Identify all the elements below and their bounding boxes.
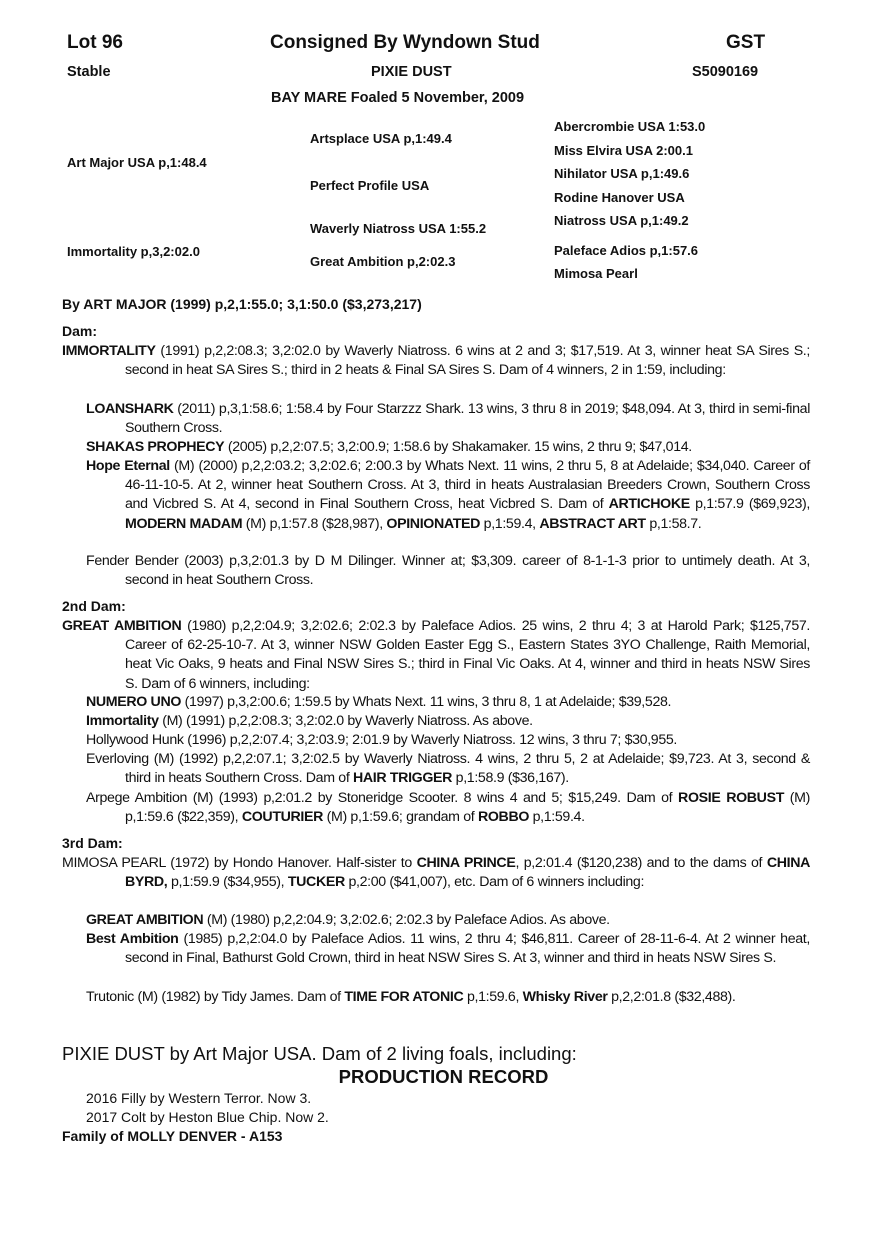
progeny-entry <box>86 400 810 438</box>
section-title-dam: Dam: <box>62 323 98 339</box>
offspring-text: p,2,2:01.8 ($32,488). <box>607 989 736 1005</box>
horse-description: BAY MARE Foaled 5 November, 2009 <box>271 90 525 106</box>
offspring-name: ARTICHOKE <box>608 496 690 513</box>
progeny-text: (M) (1980) p,2,2:04.9; 3,2:02.6; 2:02.3 by Paleface Adios. As above. <box>203 912 610 928</box>
dam-paragraph <box>62 854 810 892</box>
progeny-text: Fender Bender (2003) p,3,2:01.3 by D M Dilinger. Winner at; $3,309. career of 8-1-1-3 prior to untimely death. At 3, second in heat Southern Cross. <box>86 553 810 589</box>
relative-text: p,1:59.9 ($34,955), <box>167 874 288 891</box>
progeny-name: SHAKAS PROPHECY <box>86 439 225 455</box>
production-record-title: PRODUCTION RECORD <box>338 1066 549 1087</box>
progeny-entry <box>86 552 810 590</box>
sale-code: GST <box>726 32 766 53</box>
progeny-entry <box>86 438 810 457</box>
progeny-name: Immortality <box>86 713 159 729</box>
progeny-entry <box>86 457 810 534</box>
offspring-text: p,1:59.6, <box>463 989 523 1005</box>
offspring-name: OPINIONATED <box>386 515 481 532</box>
offspring-text: (M) p,1:59.6 ($22,359), <box>125 790 810 826</box>
pedigree-sire-sire: Artsplace USA p,1:49.4 <box>310 131 452 146</box>
progeny-text: (2011) p,3,1:58.6; 1:58.4 by Four Starzzz Shark. 13 wins, 3 thru 8 in 2019; $48,094. At 3, third in semi-final Southern Cross. <box>125 401 810 437</box>
horse-name: PIXIE DUST <box>371 64 452 80</box>
relative-name: CHINA PRINCE <box>416 855 516 871</box>
pedigree-gen3-entry: Rodine Hanover USA <box>554 190 685 205</box>
pedigree-gen3-entry: Niatross USA p,1:49.2 <box>554 213 689 228</box>
dam-name: GREAT AMBITION <box>62 618 182 634</box>
consignor: Consigned By Wyndown Stud <box>270 32 540 53</box>
dam-paragraph <box>62 342 810 380</box>
dam-name: IMMORTALITY <box>62 343 156 359</box>
progeny-entry <box>86 930 810 968</box>
foal-entry: 2017 Colt by Heston Blue Chip. Now 2. <box>86 1109 329 1125</box>
dam-text: MIMOSA PEARL (1972) by Hondo Hanover. Half-sister to <box>62 855 417 871</box>
foal-entry: 2016 Filly by Western Terror. Now 3. <box>86 1090 312 1106</box>
progeny-entry <box>86 712 810 731</box>
pedigree-sire: Art Major USA p,1:48.4 <box>67 155 207 170</box>
progeny-text: Arpege Ambition (M) (1993) p,2:01.2 by Stoneridge Scooter. 8 wins 4 and 5; $15,249. Dam of <box>86 790 679 806</box>
offspring-name: Whisky River <box>522 989 608 1005</box>
lot-number: Lot 96 <box>67 32 123 53</box>
offspring-name: ABSTRACT ART <box>539 515 646 532</box>
pedigree-gen3-entry: Mimosa Pearl <box>554 266 638 281</box>
offspring-name: TIME FOR ATONIC <box>344 989 464 1005</box>
progeny-text: (2005) p,2,2:07.5; 3,2:00.9; 1:58.6 by Shakamaker. 15 wins, 2 thru 9; $47,014. <box>224 439 692 455</box>
pedigree-dam-dam: Great Ambition p,2:02.3 <box>310 254 456 269</box>
section-title-3rd-dam: 3rd Dam: <box>62 835 123 851</box>
dam-text: (1980) p,2,2:04.9; 3,2:02.6; 2:02.3 by Paleface Adios. 25 wins, 2 thru 4; 3 at Harold Park; $125,757. Career of 62-25-10-7. At 3, winner NSW Golden Easter Egg S., Eastern States 3YO Challenge, Raith Memorial, heat Vic Oaks, 9 heats and Final NSW Sires S.; third in Final Vic Oaks. At 4, winner and third in heats NSW Sires S. Dam of 6 winners, including: <box>125 618 811 692</box>
progeny-entry <box>86 731 810 750</box>
progeny-entry <box>86 988 810 1007</box>
progeny-entry <box>86 693 810 712</box>
location: Stable <box>67 64 111 80</box>
offspring-text: (M) p,1:57.8 ($28,987), <box>242 515 387 532</box>
offspring-name: HAIR TRIGGER <box>353 770 453 787</box>
progeny-text: Everloving (M) (1992) p,2,2:07.1; 3,2:02.5 by Waverly Niatross. 4 wins, 2 thru 5, 2 at Adelaide; $9,723. At 3, second & third in heats Southern Cross. Dam of <box>86 751 810 787</box>
progeny-text: (M) (1991) p,2,2:08.3; 3,2:02.0 by Waverly Niatross. As above. <box>158 713 533 729</box>
progeny-name: NUMERO UNO <box>86 694 182 710</box>
relative-text: , p,2:01.4 ($120,238) and to the dams of <box>515 855 767 871</box>
relative-name: TUCKER <box>287 874 345 891</box>
progeny-text: (1985) p,2,2:04.0 by Paleface Adios. 11 wins, 2 thru 4; $46,811. Career of 28-11-6-4. At 2 winner heat, second in Final, Bathurst Gold Crown, third in heat NSW Sires S. At 3, winner and third in heats NSW Sires S. <box>125 931 810 967</box>
progeny-text: (M) (2000) p,2,2:03.2; 3,2:02.6; 2:00.3 by Whats Next. 11 wins, 2 thru 5, 8 at Adelaide; $34,040. Career of 46-11-10-5. At 2, winner heat Southern Cross. At 3, third in heats Australasian Breeders Crown, Southern Cross and Vicbred S. At 4, second in Final Southern Cross, heat Vicbred S. Dam of <box>125 458 810 513</box>
produce-summary: PIXIE DUST by Art Major USA. Dam of 2 living foals, including: <box>62 1043 577 1064</box>
offspring-name: ROSIE ROBUST <box>678 790 785 806</box>
offspring-text: p,1:58.9 ($36,167). <box>452 770 569 787</box>
progeny-name: GREAT AMBITION <box>86 912 204 928</box>
relative-name: CHINA BYRD, <box>125 855 810 891</box>
pedigree-dam-sire: Waverly Niatross USA 1:55.2 <box>310 221 487 236</box>
family-line: Family of MOLLY DENVER - A153 <box>62 1128 283 1144</box>
progeny-name: Best Ambition <box>86 931 179 947</box>
offspring-text: p,1:57.9 ($69,923), <box>689 496 810 513</box>
offspring-name: ROBBO <box>477 809 530 826</box>
offspring-text: p,1:58.7. <box>645 515 702 532</box>
progeny-text: (1997) p,3,2:00.6; 1:59.5 by Whats Next. 11 wins, 3 thru 8, 1 at Adelaide; $39,528. <box>181 694 672 710</box>
pedigree-gen3-entry: Paleface Adios p,1:57.6 <box>554 243 699 258</box>
dam-text: (1991) p,2,2:08.3; 3,2:02.0 by Waverly Niatross. 6 wins at 2 and 3; $17,519. At 3, winner heat SA Sires S.; second in heat SA Sires S.; third in 2 heats & Final SA Sires S. Dam of 4 winners, 2 in 1:59, including: <box>125 343 810 379</box>
section-title-2nd-dam: 2nd Dam: <box>62 598 126 614</box>
offspring-text: (M) p,1:59.6; grandam of <box>323 809 478 826</box>
offspring-name: MODERN MADAM <box>125 515 243 532</box>
pedigree-sire-dam: Perfect Profile USA <box>310 178 430 193</box>
pedigree-dam: Immortality p,3,2:02.0 <box>67 244 200 259</box>
progeny-text: Trutonic (M) (1982) by Tidy James. Dam of <box>86 989 345 1005</box>
relative-text: p,2:00 ($41,007), etc. Dam of 6 winners including: <box>344 874 645 891</box>
progeny-entry <box>86 911 810 930</box>
sire-line: By ART MAJOR (1999) p,2,1:55.0; 3,1:50.0 ($3,273,217) <box>62 296 422 312</box>
dam-paragraph <box>62 617 810 694</box>
offspring-name: COUTURIER <box>241 809 324 826</box>
progeny-text: Hollywood Hunk (1996) p,2,2:07.4; 3,2:03.9; 2:01.9 by Waverly Niatross. 12 wins, 3 thru 7; $30,955. <box>86 732 677 748</box>
progeny-entry <box>86 789 810 827</box>
progeny-name: Hope Eternal <box>86 458 170 474</box>
pedigree-gen3-entry: Nihilator USA p,1:49.6 <box>554 166 690 181</box>
progeny-entry <box>86 750 810 788</box>
progeny-name: LOANSHARK <box>86 401 174 417</box>
pedigree-gen3-entry: Abercrombie USA 1:53.0 <box>554 119 706 134</box>
offspring-text: p,1:59.4, <box>480 515 540 532</box>
offspring-text: p,1:59.4. <box>529 809 585 826</box>
pedigree-gen3-entry: Miss Elvira USA 2:00.1 <box>554 143 693 158</box>
horse-id: S5090169 <box>692 64 759 80</box>
